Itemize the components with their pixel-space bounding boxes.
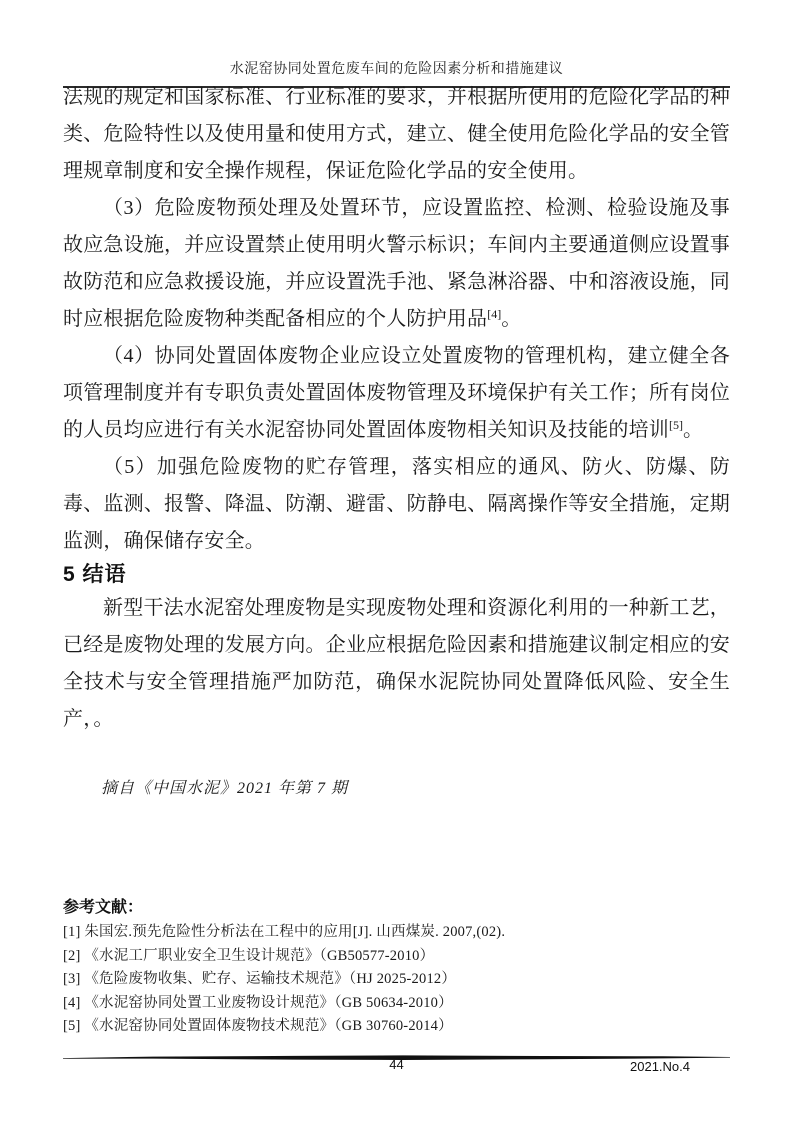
footer-rule	[63, 1049, 730, 1057]
reference-item: [5] 《水泥窑协同处置固体废物技术规范》（GB 30760-2014）	[63, 1018, 453, 1034]
body-paragraph-item-3-tail: 。	[501, 308, 522, 330]
references-heading: 参考文献：	[63, 899, 144, 916]
running-header-title: 水泥窑协同处置危废车间的危险因素分析和措施建议	[229, 62, 564, 77]
conclusion-paragraph: 新型干法水泥窑处理废物是实现废物处理和资源化利用的一种新工艺，已经是废物处理的发展方向。企业应根据危险因素和措施建议制定相应的安全技术与安全管理措施严加防范，确保水泥院协同处置降低风险、安全生产，。	[63, 597, 730, 730]
source-attribution: 摘自《中国水泥》2021 年第 7 期	[101, 780, 349, 797]
references-section	[63, 895, 730, 1039]
body-paragraph-item-4-text: （4）协同处置固体废物企业应设立处置废物的管理机构，建立健全各项管理制度并有专职负责处置固体废物管理及环境保护有关工作；所有岗位的人员均应进行有关水泥窑协同处置固体废物相关知识及技能的培训	[63, 345, 730, 441]
reference-item: [3] 《危险废物收集、贮存、运输技术规范》（HJ 2025-2012）	[63, 971, 457, 987]
body-paragraph-continuation: 法规的规定和国家标准、行业标准的要求，并根据所使用的危险化学品的种类、危险特性以及使用量和使用方式，建立、健全使用危险化学品的安全管理规章制度和安全操作规程，保证危险化学品的安全使用。	[63, 86, 730, 182]
citation-marker-5: [5]	[669, 418, 683, 432]
page-number: 44	[389, 1057, 404, 1072]
reference-item: [2] 《水泥工厂职业安全卫生设计规范》（GB50577-2010）	[63, 947, 435, 964]
reference-item: [4] 《水泥窑协同处置工业废物设计规范》（GB 50634-2010）	[63, 994, 453, 1011]
section-heading-conclusion: 5 结语	[63, 563, 127, 586]
reference-item: [1] 朱国宏.预先危险性分析法在工程中的应用[J]. 山西煤炭. 2007,(02).	[63, 924, 506, 940]
body-paragraph-item-5: （5）加强危险废物的贮存管理，落实相应的通风、防火、防爆、防毒、监测、报警、降温、防潮、避雷、防静电、隔离操作等安全措施，定期监测，确保储存安全。	[63, 456, 730, 552]
article-content	[63, 79, 730, 1039]
body-paragraph-item-4-tail: 。	[683, 419, 704, 441]
issue-number: 2021.No.4	[630, 1059, 690, 1074]
body-paragraph-item-4	[63, 338, 730, 449]
body-paragraph-item-3-text: （3）危险废物预处理及处置环节，应设置监控、检测、检验设施及事故应急设施，并应设置禁止使用明火警示标识；车间内主要通道侧应设置事故防范和应急救援设施，并应设置洗手池、紧急淋浴器、中和溶液设施，同时应根据危险废物种类配备相应的个人防护用品	[63, 197, 730, 330]
citation-marker-4: [4]	[487, 307, 502, 321]
body-paragraph-item-3	[63, 190, 730, 338]
